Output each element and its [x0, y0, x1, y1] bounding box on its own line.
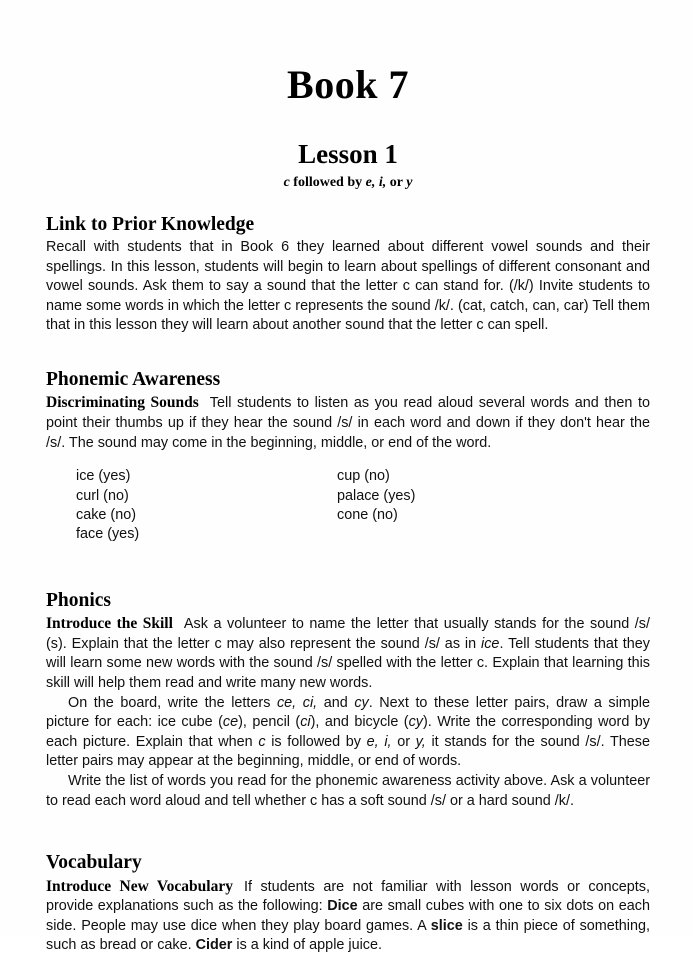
phonics-p2-seg6: ), and bicycle ( — [310, 714, 409, 731]
page-content — [46, 0, 650, 956]
vocab-seg1: If students are not familiar with lesson words or concepts, provide explanations such as the following: — [46, 878, 650, 915]
phonics-p2-italic-e: e, — [366, 733, 379, 750]
paragraph-introduce-new-vocabulary — [46, 877, 650, 956]
paragraph-discriminating-sounds — [46, 393, 650, 453]
phonics-p2-italic-cy: cy — [354, 694, 369, 711]
section-link-to-prior-knowledge — [46, 213, 650, 336]
title-block — [46, 0, 650, 191]
heading-phonics: Phonics — [46, 589, 112, 611]
spacer — [46, 811, 650, 829]
runin-heading-introduce-new-vocabulary: Introduce New Vocabulary — [46, 877, 233, 895]
heading-phonemic-awareness: Phonemic Awareness — [46, 369, 221, 391]
section-vocabulary — [46, 851, 650, 956]
heading-vocabulary: Vocabulary — [46, 852, 142, 874]
word-list — [46, 467, 650, 545]
vocab-term-dice: Dice — [327, 898, 358, 915]
lesson-subtitle-vowels: e, i, — [365, 174, 387, 190]
vocab-term-slice: slice — [430, 917, 463, 934]
list-item: curl (no) — [76, 487, 129, 504]
phonics-p2-italic-i: i, — [384, 733, 392, 750]
paragraph-link-to-prior-knowledge: Recall with students that in Book 6 they learned about different vowel sounds and their spellings. In this lesson, students will begin to learn about spellings of different consonant and vowel sounds. Ask them to say a sound that the letter c can stand for. (/k/) Invite students to name some words in which the letter c represents the sound /k/. (cat, catch, can, car) Tell them that in this lesson they will learn about another sound that the letter c can spell. — [46, 239, 650, 334]
list-item: face (yes) — [76, 526, 140, 543]
phonics-p2-seg5: ), pencil ( — [238, 714, 301, 731]
phonics-p2-italic-cy2: cy — [408, 714, 423, 731]
list-item: cone (no) — [337, 507, 398, 524]
phonics-p2-italic-ce: ce, — [276, 694, 297, 711]
paragraph-introduce-the-skill — [46, 614, 650, 693]
phonics-p2-seg7: ). Write the corresponding word by each picture. Explain that when — [46, 714, 650, 750]
lesson-subtitle-letter-c: c — [283, 174, 290, 190]
phonics-p2-seg11: it stands for the sound /s/. These letter pairs may appear at the beginning, middle, or end of words. — [46, 733, 651, 770]
paragraph-discriminating-sounds-text: Tell students to listen as you read aloud several words and then to point their thumbs up if they hear the sound /s/ in each word and down if they don't hear the /s/. The sound may come in the beginning, middle, or end of the word. — [46, 395, 651, 451]
phonics-p1-pre: Ask a volunteer to name the letter that usually stands for the sound /s/ (s). Explain that the letter c may also represent the sound /s/ as in — [46, 616, 650, 652]
phonics-p1-italic-ice: ice — [481, 635, 500, 652]
list-item: palace (yes) — [337, 487, 416, 504]
lesson-subtitle-or: or — [386, 174, 407, 190]
runin-heading-introduce-the-skill: Introduce the Skill — [46, 615, 173, 633]
vocab-seg3: is a thin piece of something, such as bread or cake. — [46, 917, 651, 954]
word-list-column-1 — [76, 467, 337, 545]
phonics-p2-italic-ci: ci, — [302, 694, 318, 711]
lesson-subtitle-followed-by: followed by — [289, 174, 366, 190]
phonics-p2-seg1: On the board, write the letters — [68, 694, 277, 711]
book-title: Book 7 — [287, 62, 409, 107]
lesson-subtitle-letter-y: y — [406, 174, 413, 190]
heading-link-to-prior-knowledge: Link to Prior Knowledge — [46, 213, 255, 235]
paragraph-soft-hard-sound — [46, 772, 650, 811]
phonics-p2-seg4: . Next to these letter pairs, draw a simple picture for each: ice cube ( — [46, 694, 651, 731]
spacer — [46, 549, 650, 567]
phonics-p2-seg3: and — [317, 694, 355, 711]
lesson-title: Lesson 1 — [298, 139, 398, 169]
paragraph-letter-pairs — [46, 694, 650, 772]
list-item: cake (no) — [76, 507, 136, 524]
phonics-p2-italic-c: c — [258, 733, 266, 750]
phonics-p2-italic-ci2: ci — [300, 714, 311, 731]
word-list-column-2 — [337, 467, 597, 545]
phonics-p2-italic-y: y, — [415, 733, 426, 750]
runin-heading-discriminating-sounds: Discriminating Sounds — [46, 394, 199, 412]
list-item: cup (no) — [337, 468, 390, 485]
section-phonics — [46, 589, 650, 811]
section-phonemic-awareness — [46, 368, 650, 545]
list-item: ice (yes) — [76, 468, 131, 485]
vocab-term-cider: Cider — [195, 937, 233, 954]
lesson-subtitle — [46, 175, 650, 191]
phonics-p3-text: Write the list of words you read for the phonemic awareness activity above. Ask a volunteer to read each word aloud and tell whether c has a soft sound /s/ or a hard sound /k/. — [46, 772, 650, 809]
phonics-p1-post: . Tell students that they will learn some new words with the sound /s/ spelled with the letter c. Explain that learning this skill will help them read and write many new words. — [46, 635, 650, 692]
spacer — [46, 336, 650, 346]
phonics-p2-seg2 — [296, 695, 303, 711]
phonics-p2-seg10: or — [391, 733, 416, 750]
phonics-p2-italic-ce2: ce — [222, 714, 239, 731]
phonics-p2-seg8: is followed by — [265, 733, 367, 750]
vocab-seg4: is a kind of apple juice. — [232, 937, 382, 954]
vocab-seg2: are small cubes with one to six dots on each side. People may use dice when they play board games. A — [46, 898, 650, 934]
